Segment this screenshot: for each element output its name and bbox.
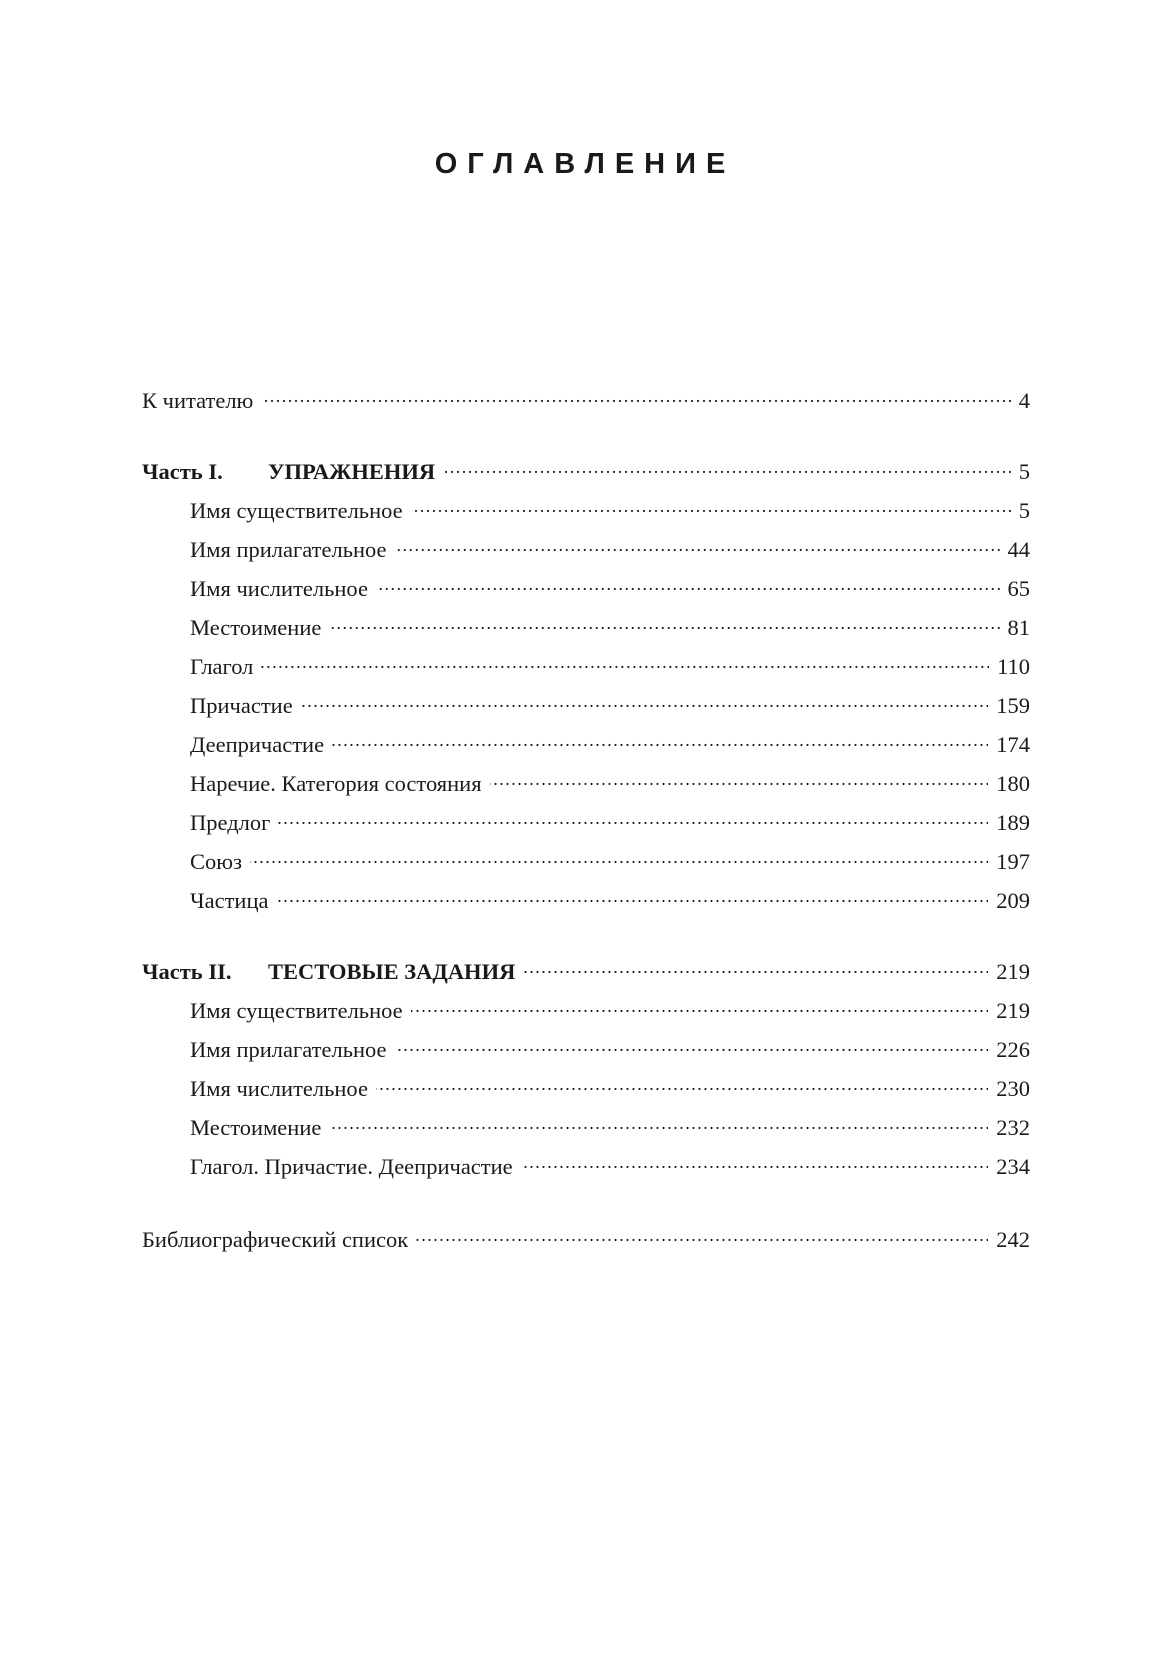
toc-entry[interactable] bbox=[190, 729, 1030, 756]
toc-page-number: 197 bbox=[996, 848, 1030, 874]
dot-leader bbox=[411, 495, 1011, 518]
dot-leader bbox=[521, 1151, 989, 1174]
toc-entry-bibliography[interactable] bbox=[142, 1224, 1030, 1251]
toc-page-number: 209 bbox=[996, 887, 1030, 913]
page-title: ОГЛАВЛЕНИЕ bbox=[434, 148, 736, 180]
toc-entry-label: Глагол bbox=[190, 653, 254, 679]
toc-page-number: 44 bbox=[1007, 536, 1030, 562]
dot-leader bbox=[416, 1224, 988, 1247]
toc-page-number: 5 bbox=[1018, 497, 1030, 523]
toc-entry-label: Причастие bbox=[190, 692, 293, 718]
toc-entry-label: Наречие. Категория состояния bbox=[190, 770, 482, 796]
dot-leader bbox=[395, 534, 1000, 557]
toc-entry[interactable] bbox=[190, 534, 1030, 561]
toc-page-number: 219 bbox=[996, 958, 1030, 984]
toc-entry-label: Имя числительное bbox=[190, 1075, 368, 1101]
toc-page-number: 4 bbox=[1018, 387, 1030, 413]
toc-part-1-heading[interactable] bbox=[142, 456, 1030, 483]
toc-page-number: 81 bbox=[1007, 614, 1030, 640]
dot-leader bbox=[376, 1073, 988, 1096]
toc-page-number: 174 bbox=[996, 731, 1030, 757]
toc-page-number: 110 bbox=[997, 653, 1030, 679]
toc-entry[interactable] bbox=[190, 612, 1030, 639]
dot-leader bbox=[277, 885, 989, 908]
dot-leader bbox=[301, 690, 989, 713]
toc-entry-label: Имя существительное bbox=[190, 497, 403, 523]
toc-page-number: 219 bbox=[996, 997, 1030, 1023]
toc-page-number: 232 bbox=[996, 1114, 1030, 1140]
toc-part-2-heading[interactable] bbox=[142, 956, 1030, 983]
toc-entry-label: Союз bbox=[190, 848, 242, 874]
dot-leader bbox=[490, 768, 989, 791]
toc-page-number: 189 bbox=[996, 809, 1030, 835]
toc-entry-label: Имя существительное bbox=[190, 997, 403, 1023]
dot-leader bbox=[376, 573, 1000, 596]
toc-entry[interactable] bbox=[190, 1151, 1030, 1178]
toc-entry-label: К читателю bbox=[142, 387, 254, 413]
dot-leader bbox=[329, 1112, 988, 1135]
part-number-label: Часть I. bbox=[142, 458, 223, 484]
toc-entry[interactable] bbox=[190, 573, 1030, 600]
part-title: УПРАЖНЕНИЯ bbox=[268, 458, 436, 484]
part-title: ТЕСТОВЫЕ ЗАДАНИЯ bbox=[268, 958, 516, 984]
toc-entry-label: Имя прилагательное bbox=[190, 1036, 387, 1062]
toc-page-number: 5 bbox=[1018, 458, 1030, 484]
toc-entry-label: Местоимение bbox=[190, 614, 322, 640]
toc-page-number: 180 bbox=[996, 770, 1030, 796]
dot-leader bbox=[411, 995, 989, 1018]
toc-entry-label: Глагол. Причастие. Деепричастие bbox=[190, 1153, 513, 1179]
toc-page-number: 230 bbox=[996, 1075, 1030, 1101]
toc-entry[interactable] bbox=[190, 1112, 1030, 1139]
toc-entry-label: Имя числительное bbox=[190, 575, 368, 601]
toc-entry-label: Библиографический список bbox=[142, 1226, 409, 1252]
toc-page-number: 234 bbox=[996, 1153, 1030, 1179]
toc-page-number: 159 bbox=[996, 692, 1030, 718]
dot-leader bbox=[261, 651, 989, 674]
toc-page-number: 242 bbox=[996, 1226, 1030, 1252]
dot-leader bbox=[332, 729, 988, 752]
dot-leader bbox=[443, 456, 1011, 479]
dot-leader bbox=[395, 1034, 989, 1057]
dot-leader bbox=[250, 846, 988, 869]
toc-entry-label: Частица bbox=[190, 887, 269, 913]
toc-page-number: 226 bbox=[996, 1036, 1030, 1062]
toc-entry-label: Имя прилагательное bbox=[190, 536, 387, 562]
toc-entry-label: Местоимение bbox=[190, 1114, 322, 1140]
toc-entry[interactable] bbox=[190, 885, 1030, 912]
dot-leader bbox=[523, 956, 988, 979]
toc-entry[interactable] bbox=[190, 846, 1030, 873]
toc-entry[interactable] bbox=[190, 690, 1030, 717]
toc-entry[interactable] bbox=[190, 1034, 1030, 1061]
dot-leader bbox=[261, 385, 1010, 408]
toc-entry[interactable] bbox=[190, 807, 1030, 834]
toc-entry[interactable] bbox=[190, 651, 1030, 678]
toc-entry[interactable] bbox=[190, 995, 1030, 1022]
toc-entry-intro[interactable] bbox=[142, 385, 1030, 412]
dot-leader bbox=[329, 612, 999, 635]
toc-entry[interactable] bbox=[190, 495, 1030, 522]
dot-leader bbox=[278, 807, 988, 830]
part-number-label: Часть II. bbox=[142, 958, 232, 984]
toc-entry-label: Деепричастие bbox=[190, 731, 325, 757]
toc-entry-label: Предлог bbox=[190, 809, 271, 835]
toc-page-number: 65 bbox=[1007, 575, 1030, 601]
toc-entry[interactable] bbox=[190, 768, 1030, 795]
toc-entry[interactable] bbox=[190, 1073, 1030, 1100]
